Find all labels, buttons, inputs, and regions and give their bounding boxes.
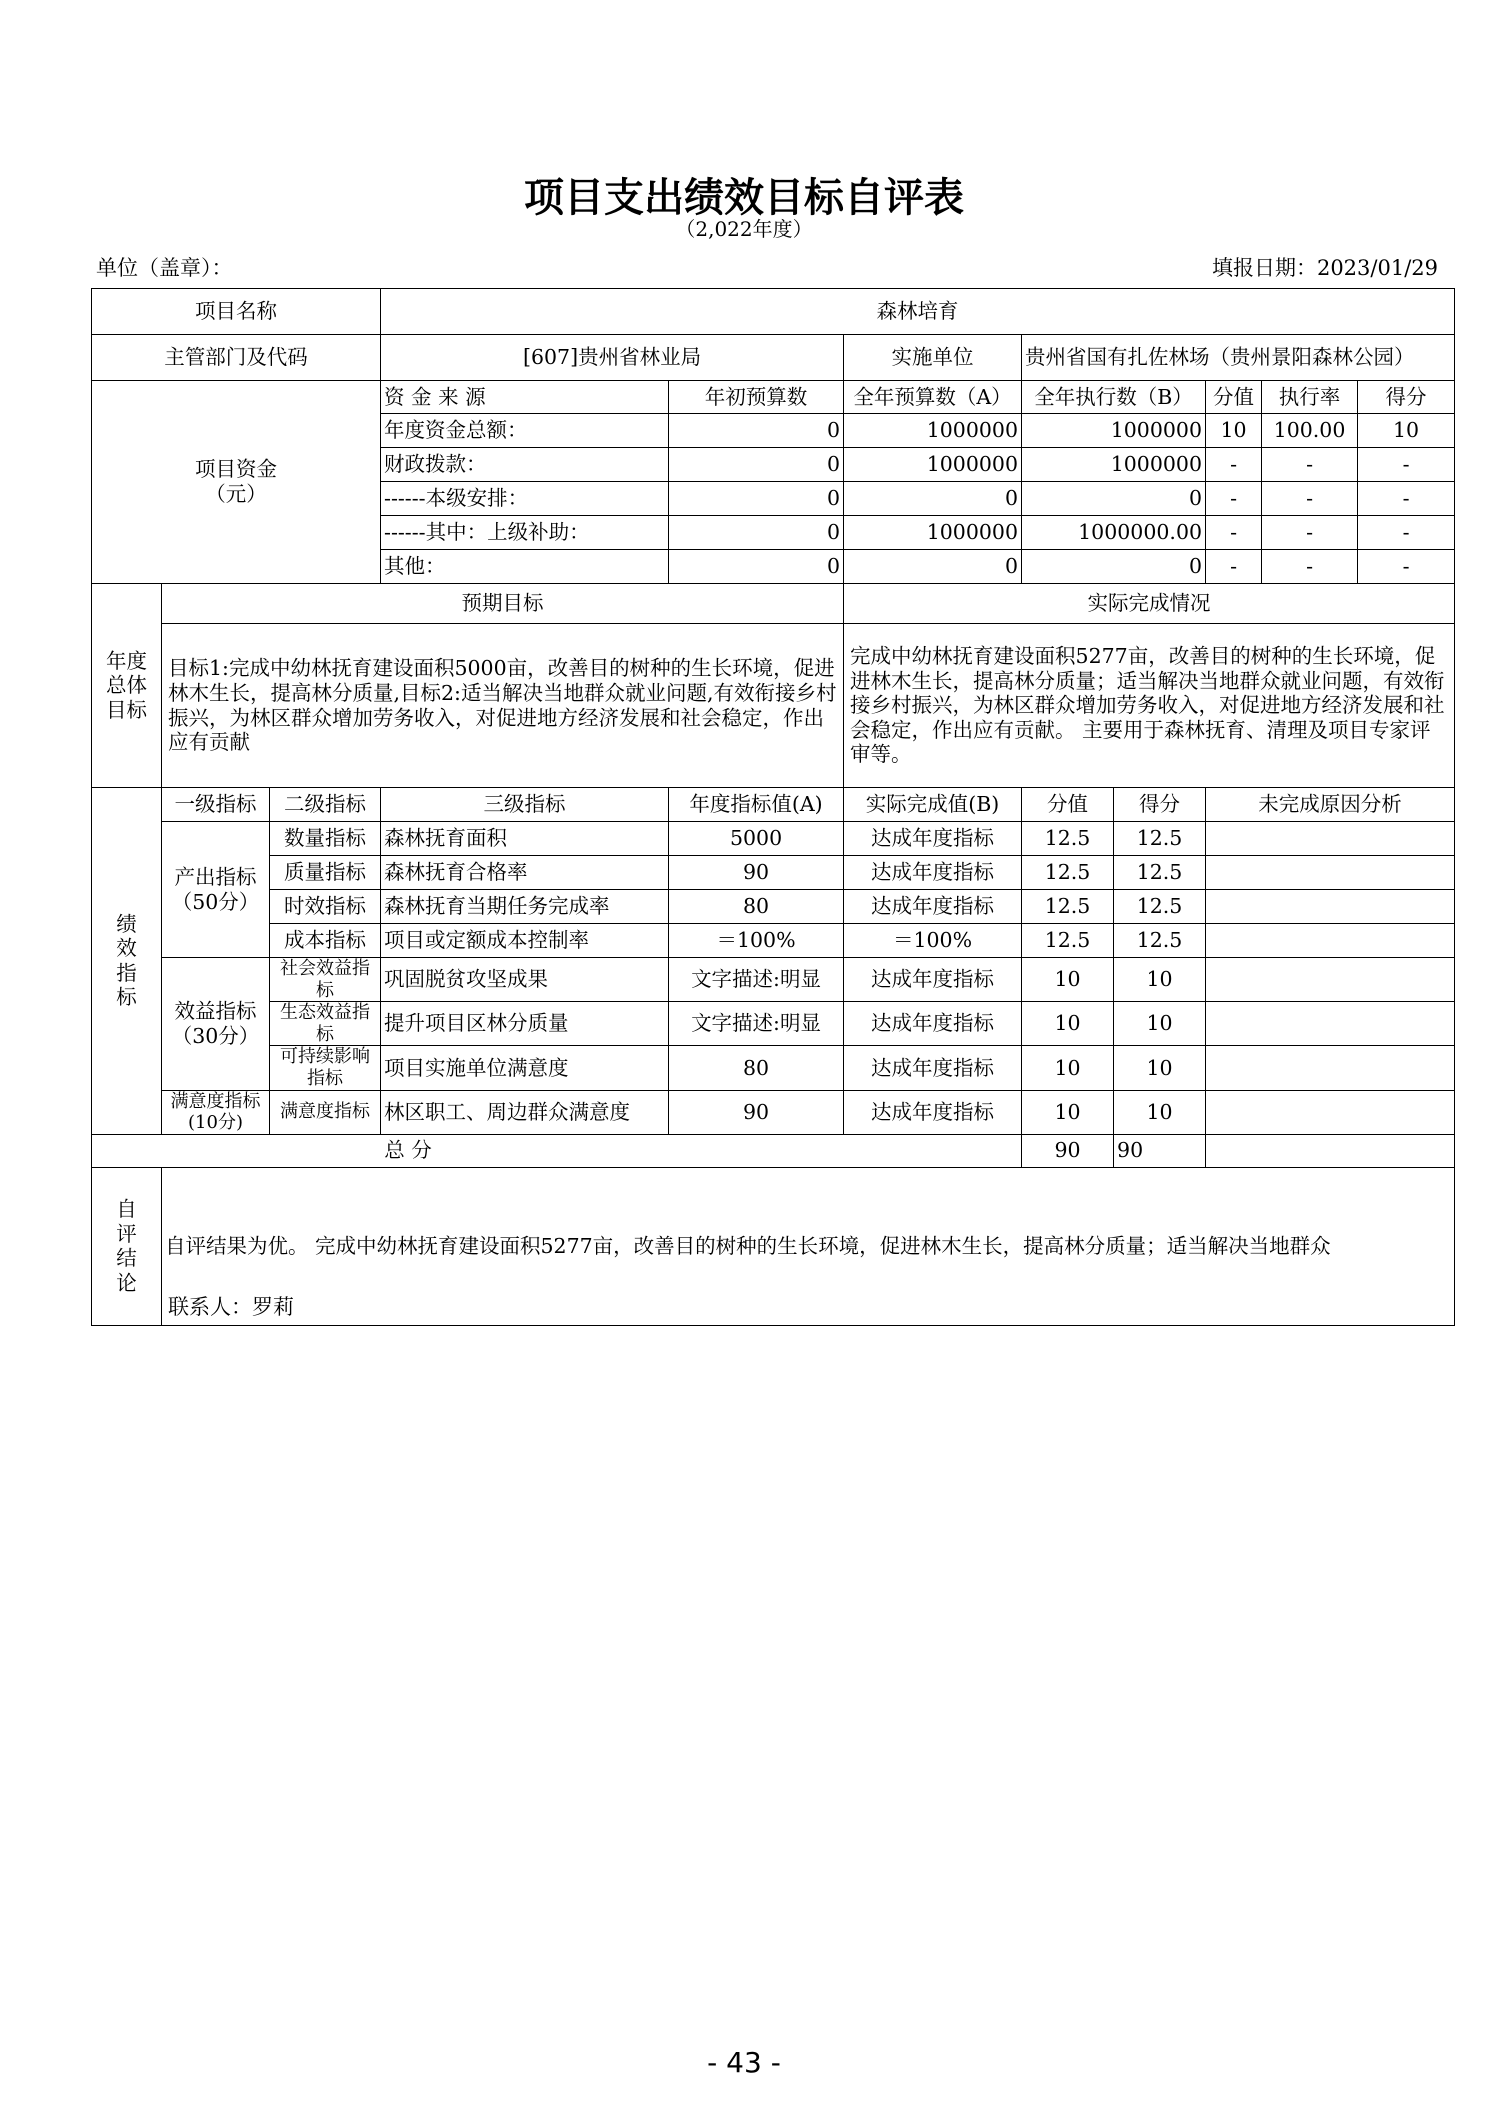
reason-value [1206, 958, 1455, 1002]
weight-value: 10 [1022, 1046, 1114, 1090]
actual-value: 达成年度指标 [844, 1046, 1022, 1090]
ind-header-level3: 三级指标 [381, 788, 669, 822]
funds-executed: 0 [1022, 482, 1206, 516]
funds-weight: - [1206, 448, 1262, 482]
level3-cell: 提升项目区林分质量 [381, 1002, 669, 1046]
weight-value: 10 [1022, 1002, 1114, 1046]
total-score: 90 [1114, 1134, 1206, 1167]
funds-budget: 0 [844, 482, 1022, 516]
target-value: ＝100% [669, 924, 844, 958]
funds-score: - [1358, 448, 1455, 482]
page-number: - 43 - [707, 2046, 781, 2079]
actual-result-text: 完成中幼林抚育建设面积5277亩，改善目的树种的生长环境，促进林木生长，提高林分质量；适当解决当地群众就业问题，有效衔接乡村振兴，为林区群众增加劳务收入，对促进地方经济发展和社会稳定，作出应有贡献。 主要用于森林抚育、清理及项目专家评审等。 [844, 624, 1455, 788]
funds-weight: - [1206, 482, 1262, 516]
funds-source: ------本级安排： [381, 482, 669, 516]
score-value: 10 [1114, 1090, 1206, 1134]
funds-initial: 0 [669, 414, 844, 448]
level1-output: 产出指标（50分） [162, 822, 270, 958]
score-value: 12.5 [1114, 890, 1206, 924]
impl-unit-label: 实施单位 [844, 335, 1022, 381]
funds-rate: - [1262, 550, 1358, 584]
page-subtitle: （2,022年度） [675, 217, 813, 241]
ind-header-level2: 二级指标 [270, 788, 381, 822]
total-label: 总 分 [92, 1134, 1022, 1167]
funds-weight: - [1206, 516, 1262, 550]
funds-header-executed: 全年执行数（B） [1022, 381, 1206, 414]
level1-satisfaction: 满意度指标(10分) [162, 1090, 270, 1134]
funds-source: ------其中：上级补助： [381, 516, 669, 550]
project-name-label: 项目名称 [92, 289, 381, 335]
indicator-row [92, 1002, 1455, 1046]
level3-cell: 项目实施单位满意度 [381, 1046, 669, 1090]
reason-value [1206, 856, 1455, 890]
indicator-row [92, 924, 1455, 958]
funds-budget: 1000000 [844, 448, 1022, 482]
reason-value [1206, 1090, 1455, 1134]
level3-cell: 项目或定额成本控制率 [381, 924, 669, 958]
funds-rate: - [1262, 448, 1358, 482]
target-value: 80 [669, 1046, 844, 1090]
actual-value: 达成年度指标 [844, 822, 1022, 856]
level3-cell: 巩固脱贫攻坚成果 [381, 958, 669, 1002]
date-label: 填报日期：2023/01/29 [1211, 256, 1438, 280]
funds-weight: 10 [1206, 414, 1262, 448]
funds-score: - [1358, 550, 1455, 584]
expected-goal-text: 目标1:完成中幼林抚育建设面积5000亩，改善目的树种的生长环境，促进林木生长，提高林分质量,目标2:适当解决当地群众就业问题,有效衔接乡村振兴，为林区群众增加劳务收入，对促进地方经济发展和社会稳定，作出应有贡献 [162, 624, 844, 788]
actual-value: 达成年度指标 [844, 856, 1022, 890]
level2-cell: 成本指标 [270, 924, 381, 958]
funds-rate: - [1262, 516, 1358, 550]
indicator-row [92, 1090, 1455, 1134]
funds-source: 年度资金总额： [381, 414, 669, 448]
reason-value [1206, 924, 1455, 958]
total-weight: 90 [1022, 1134, 1114, 1167]
funds-unit: （元） [205, 482, 267, 506]
expected-goal-header: 预期目标 [162, 584, 844, 624]
indicators-label-line: 指 [116, 960, 137, 985]
funds-label: 项目资金 [195, 457, 278, 482]
ind-header-level1: 一级指标 [162, 788, 270, 822]
funds-header-budget: 全年预算数（A） [844, 381, 1022, 414]
actual-value: ＝100% [844, 924, 1022, 958]
project-name-value: 森林培育 [381, 289, 1455, 335]
indicators-label-line: 绩 [116, 911, 137, 936]
weight-value: 12.5 [1022, 890, 1114, 924]
contact-person: 联系人：罗莉 [168, 1295, 294, 1319]
indicator-row [92, 1046, 1455, 1090]
funds-initial: 0 [669, 516, 844, 550]
weight-value: 10 [1022, 958, 1114, 1002]
level3-cell: 森林抚育面积 [381, 822, 669, 856]
score-value: 12.5 [1114, 924, 1206, 958]
page-title: 项目支出绩效目标自评表 [524, 175, 964, 221]
actual-result-header: 实际完成情况 [844, 584, 1455, 624]
level2-cell: 质量指标 [270, 856, 381, 890]
level2-cell: 数量指标 [270, 822, 381, 856]
level3-cell: 森林抚育合格率 [381, 856, 669, 890]
ind-header-target: 年度指标值(A) [669, 788, 844, 822]
funds-executed: 1000000 [1022, 414, 1206, 448]
funds-initial: 0 [669, 448, 844, 482]
reason-value [1206, 1002, 1455, 1046]
conclusion-text: 自评结果为优。 完成中幼林抚育建设面积5277亩，改善目的树种的生长环境，促进林木生长，提高林分质量；适当解决当地群众 [162, 1167, 1455, 1325]
conclusion-label-line: 评 [116, 1221, 137, 1246]
ind-header-weight: 分值 [1022, 788, 1114, 822]
target-value: 5000 [669, 822, 844, 856]
goals-label-line: 年度 [106, 648, 147, 673]
target-value: 80 [669, 890, 844, 924]
level2-cell: 可持续影响指标 [270, 1046, 381, 1090]
funds-score: - [1358, 482, 1455, 516]
ind-header-actual: 实际完成值(B) [844, 788, 1022, 822]
funds-rate: 100.00 [1262, 414, 1358, 448]
actual-value: 达成年度指标 [844, 958, 1022, 1002]
indicator-row [92, 890, 1455, 924]
level2-cell: 生态效益指标 [270, 1002, 381, 1046]
indicators-label-cell [92, 788, 162, 1135]
weight-value: 12.5 [1022, 856, 1114, 890]
total-reason [1206, 1134, 1455, 1167]
score-value: 10 [1114, 1046, 1206, 1090]
funds-source: 财政拨款： [381, 448, 669, 482]
weight-value: 12.5 [1022, 924, 1114, 958]
dept-label: 主管部门及代码 [92, 335, 381, 381]
weight-value: 12.5 [1022, 822, 1114, 856]
level1-benefit: 效益指标（30分） [162, 958, 270, 1091]
funds-score: - [1358, 516, 1455, 550]
funds-rate: - [1262, 482, 1358, 516]
conclusion-label-line: 结 [116, 1246, 137, 1271]
evaluation-table [91, 288, 1455, 1326]
funds-header-rate: 执行率 [1262, 381, 1358, 414]
funds-budget: 1000000 [844, 516, 1022, 550]
indicators-label-line: 效 [116, 936, 137, 961]
target-value: 文字描述:明显 [669, 1002, 844, 1046]
indicator-row [92, 958, 1455, 1002]
weight-value: 10 [1022, 1090, 1114, 1134]
goals-label-line: 目标 [106, 697, 147, 722]
actual-value: 达成年度指标 [844, 890, 1022, 924]
unit-label: 单位（盖章）： [96, 256, 233, 280]
funds-budget: 1000000 [844, 414, 1022, 448]
indicator-row [92, 856, 1455, 890]
level2-cell: 满意度指标 [270, 1090, 381, 1134]
ind-header-reason: 未完成原因分析 [1206, 788, 1455, 822]
reason-value [1206, 1046, 1455, 1090]
reason-value [1206, 822, 1455, 856]
dept-value: [607]贵州省林业局 [381, 335, 844, 381]
funds-executed: 0 [1022, 550, 1206, 584]
score-value: 12.5 [1114, 822, 1206, 856]
funds-source: 其他： [381, 550, 669, 584]
funds-header-source: 资 金 来 源 [381, 381, 669, 414]
funds-header-score: 得分 [1358, 381, 1455, 414]
funds-budget: 0 [844, 550, 1022, 584]
target-value: 90 [669, 856, 844, 890]
level2-cell: 时效指标 [270, 890, 381, 924]
conclusion-label-line: 自 [116, 1197, 137, 1222]
actual-value: 达成年度指标 [844, 1090, 1022, 1134]
target-value: 文字描述:明显 [669, 958, 844, 1002]
level3-cell: 森林抚育当期任务完成率 [381, 890, 669, 924]
level2-cell: 社会效益指标 [270, 958, 381, 1002]
funds-header-initial: 年初预算数 [669, 381, 844, 414]
funds-initial: 0 [669, 482, 844, 516]
score-value: 10 [1114, 1002, 1206, 1046]
funds-score: 10 [1358, 414, 1455, 448]
target-value: 90 [669, 1090, 844, 1134]
score-value: 10 [1114, 958, 1206, 1002]
funds-executed: 1000000 [1022, 448, 1206, 482]
indicators-label-line: 标 [116, 985, 137, 1010]
impl-unit-value: 贵州省国有扎佐林场（贵州景阳森林公园） [1022, 335, 1455, 381]
funds-initial: 0 [669, 550, 844, 584]
indicator-row [92, 822, 1455, 856]
score-value: 12.5 [1114, 856, 1206, 890]
ind-header-score: 得分 [1114, 788, 1206, 822]
funds-label-cell [92, 381, 381, 584]
funds-executed: 1000000.00 [1022, 516, 1206, 550]
goals-label-line: 总体 [106, 673, 147, 698]
goals-label-cell [92, 584, 162, 788]
reason-value [1206, 890, 1455, 924]
conclusion-label-cell [92, 1167, 162, 1325]
conclusion-label-line: 论 [116, 1270, 137, 1295]
actual-value: 达成年度指标 [844, 1002, 1022, 1046]
funds-weight: - [1206, 550, 1262, 584]
funds-header-weight: 分值 [1206, 381, 1262, 414]
level3-cell: 林区职工、周边群众满意度 [381, 1090, 669, 1134]
